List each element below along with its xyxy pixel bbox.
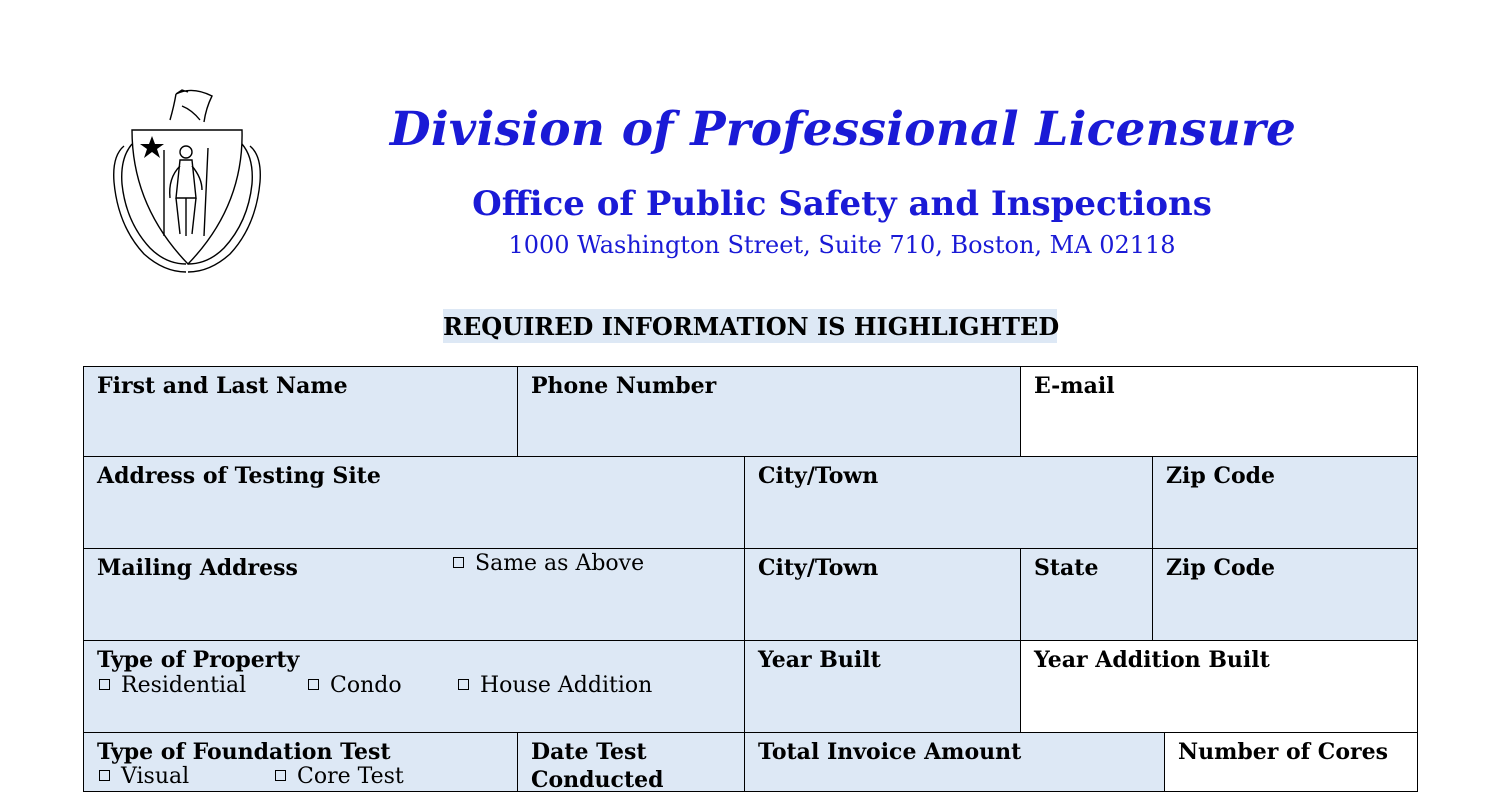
checkbox-icon [308, 679, 319, 690]
page-subtitle: Office of Public Safety and Inspections [472, 184, 1212, 224]
checkbox-icon [275, 770, 286, 781]
email-field[interactable] [1020, 366, 1418, 457]
same-as-above-label: Same as Above [475, 551, 645, 576]
zip-code-label-2: Zip Code [1166, 555, 1276, 581]
date-test-conducted-field[interactable] [517, 732, 745, 792]
checkbox-icon [99, 679, 110, 690]
type-of-foundation-test-label: Type of Foundation Test [97, 739, 391, 765]
number-of-cores-label: Number of Cores [1178, 739, 1388, 765]
city-town-label-1: City/Town [758, 463, 879, 489]
house-addition-checkbox[interactable] [458, 672, 652, 700]
visual-label: Visual [121, 764, 190, 789]
checkbox-icon [99, 770, 110, 781]
total-invoice-amount-field[interactable] [744, 732, 1165, 792]
core-test-label: Core Test [297, 764, 404, 789]
date-test-conducted-label-line1: Date Test [531, 739, 647, 765]
office-address: 1000 Washington Street, Suite 710, Boston, MA 02118 [508, 231, 1176, 259]
zip-code-field-1[interactable] [1152, 456, 1418, 549]
page-title: Division of Professional Licensure [389, 102, 1297, 157]
condo-checkbox[interactable] [308, 672, 402, 700]
core-test-checkbox[interactable] [275, 763, 404, 791]
first-last-name-label: First and Last Name [97, 373, 348, 399]
house-addition-label: House Addition [480, 673, 653, 698]
zip-code-label-1: Zip Code [1166, 463, 1276, 489]
residential-checkbox[interactable] [99, 672, 246, 700]
city-town-field-2[interactable] [744, 548, 1021, 641]
phone-number-field[interactable] [517, 366, 1021, 457]
total-invoice-amount-label: Total Invoice Amount [758, 739, 1022, 765]
state-label: State [1034, 555, 1099, 581]
date-test-conducted-label-line2: Conducted [531, 767, 664, 793]
state-field[interactable] [1020, 548, 1153, 641]
zip-code-field-2[interactable] [1152, 548, 1418, 641]
first-last-name-field[interactable] [83, 366, 518, 457]
residential-label: Residential [121, 673, 247, 698]
checkbox-icon [458, 679, 469, 690]
same-as-above-checkbox[interactable] [453, 550, 644, 578]
city-town-field-1[interactable] [744, 456, 1153, 549]
required-info-notice: REQUIRED INFORMATION IS HIGHLIGHTED [443, 309, 1057, 343]
mailing-address-label: Mailing Address [97, 555, 298, 581]
visual-checkbox[interactable] [99, 763, 189, 791]
number-of-cores-field[interactable] [1164, 732, 1418, 792]
year-built-field[interactable] [744, 640, 1021, 733]
testing-site-address-label: Address of Testing Site [97, 463, 381, 489]
city-town-label-2: City/Town [758, 555, 879, 581]
condo-label: Condo [330, 673, 402, 698]
year-addition-built-label: Year Addition Built [1034, 647, 1270, 673]
phone-number-label: Phone Number [531, 373, 717, 399]
email-label: E-mail [1034, 373, 1115, 399]
year-built-label: Year Built [758, 647, 881, 673]
checkbox-icon [453, 557, 464, 568]
year-addition-built-field[interactable] [1020, 640, 1418, 733]
testing-site-address-field[interactable] [83, 456, 745, 549]
mailing-address-field[interactable] [83, 548, 745, 641]
type-of-property-label: Type of Property [97, 647, 300, 673]
